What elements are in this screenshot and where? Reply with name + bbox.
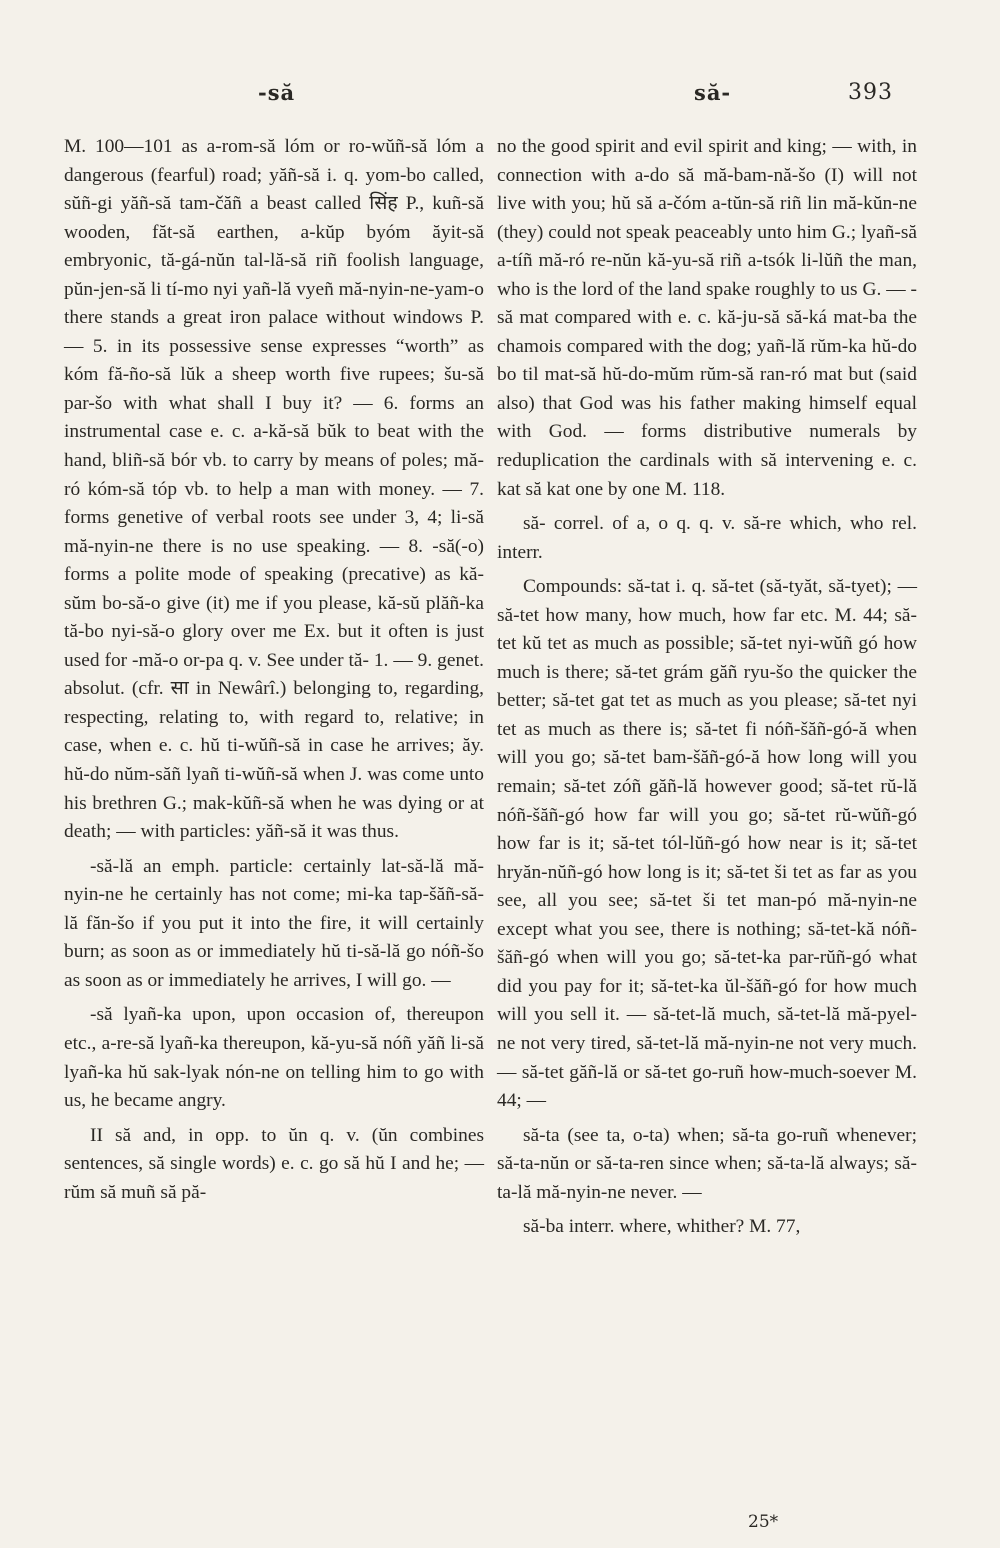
header-center-word: să-	[694, 80, 732, 105]
entry-paragraph: să-ba interr. where, whither? M. 77,	[523, 1216, 801, 1238]
page-number: 393	[848, 80, 893, 105]
printer-signature: 25*	[748, 1512, 779, 1532]
entry-paragraph: no the good spirit and evil spirit and king; — with, in connection with a-do să mă-bam-nă-šo (I) will not live with you; hŭ să a-čóm a-tŭn-să riñ lin mă-kŭn-ne (they) could not speak peaceably unto him G.; lyañ-să a-tíñ mă-ró re-nŭn kă-yu-să riñ a-tsók li-lŭñ the man, who is the lord of the land spake roughly to us G. — -să mat compared with e. c. kă-ju-să să-ká mat-ba the chamois compared with the dog; yañ-lă rŭm-ka hŭ-do bo til mat-să hŭ-do-mŭm rŭm-să ran-ró mat but (said also) that God was his father making himself equal with God. — forms distributive numerals by reduplication the cardinals with să intervening e. c. kat să kat one by one M. 118.	[497, 136, 917, 500]
entry-paragraph: să-ta (see ta, o-ta) when; să-ta go-ruñ whenever; să-ta-nŭn or să-ta-ren since when; să-ta-lă always; să-ta-lă mă-nyin-ne never. —	[497, 1124, 917, 1203]
left-column	[64, 133, 484, 1207]
entry-paragraph: să- correl. of a, o q. q. v. să-re which, who rel. interr.	[497, 513, 917, 563]
header-left-word: -să	[258, 80, 296, 105]
entry-paragraph: -să-lă an emph. particle: certainly lat-să-lă mă-nyin-ne he certainly has not come; mi-ka tap-šăñ-să-lă făn-šo if you put it into the fire, it will certainly burn; as soon as or immediately hŭ ti-să-lă go nóñ-šo as soon as or immediately he arrives, I will go. —	[64, 855, 484, 991]
right-column	[497, 133, 917, 1242]
entry-paragraph: -să lyañ-ka upon, upon occasion of, thereupon etc., a-re-să lyañ-ka thereupon, kă-yu-să nóñ yăñ li-să lyañ-ka hŭ sak-lyak nón-ne on telling him to go with us, he became angry.	[64, 1004, 484, 1112]
entry-paragraph: M. 100—101 as a-rom-să lóm or ro-wŭñ-să lóm a dangerous (fearful) road; yăñ-să i. q. yom-bo called, sŭñ-gi yăñ-să tam-čăñ a beast called सिंह P., kuñ-să wooden, făt-să earthen, a-kŭp byóm ăyit-să embryonic, tă-gá-nŭn tal-lă-să riñ foolish language, pŭn-jen-să li tí-mo nyi yañ-lă vyeñ mă-nyin-ne-yam-o there stands a great iron palace without windows P. — 5. in its possessive sense expresses “worth” as kóm fă-ño-să lŭk a sheep worth five rupees; šu-să par-šo with what shall I buy it? — 6. forms an instrumental case e. c. a-kă-să bŭk to beat with the hand, bliñ-să bór vb. to carry by means of poles; mă-ró kóm-să tóp vb. to help a man with money. — 7. forms genetive of verbal roots see under 3, 4; li-să mă-nyin-ne there is no use speaking. — 8. -să(-o) forms a polite mode of speaking (precative) as kă-sŭm bo-să-o give (it) me if you please, kă-sŭ plăñ-ka tă-bo nyi-să-o glory over me Ex. but it often is just used for -mă-o or-pa q. v. See under tă- 1. — 9. genet. absolut. (cfr. सा in Newârî.) belonging to, regarding, respecting, relating to, with regard to, relative; in case, when e. c. hŭ ti-wŭñ-să in case he arrives; ăy. hŭ-do nŭm-săñ lyañ ti-wŭñ-să when J. was come unto his brethren G.; mak-kŭñ-să when he was dying or at death; — with particles: yăñ-să it was thus.	[64, 136, 485, 843]
entry-paragraph: Compounds: să-tat i. q. să-tet (să-tyăt, să-tyet); — să-tet how many, how much, how far etc. M. 44; să-tet kŭ tet as much as possible; să-tet nyi-wŭñ gó how much is there; să-tet grám găñ ryu-šo the quicker the better; să-tet gat tet as much as you please; să-tet nyi tet as much as there is; să-tet fi nóñ-šăñ-gó-ă when will you go; să-tet bam-šăñ-gó-ă how long will you remain; să-tet zóñ găñ-lă however good; să-tet rŭ-lă nóñ-šăñ-gó how far will you go; să-tet rŭ-wŭñ-gó how far is it; să-tet tól-lŭñ-gó how near is it; să-tet hryăn-nŭñ-gó how long is it; să-tet ši tet as far as you see, all you see; să-tet ši tet man-pó mă-nyin-ne except what you see, there is nothing; să-tet-kă nóñ-šăñ-gó when will you go; să-tet-ka par-rŭñ-gó what did you pay for it; să-tet-ka ŭl-šăñ-gó for how much will you sell it. — să-tet-lă much, să-tet-lă mă-pyel-ne not very tired, să-tet-lă mă-nyin-ne not very much. — să-tet găñ-lă or să-tet go-ruñ how-much-soever M. 44; —	[497, 576, 917, 1112]
entry-paragraph: II să and, in opp. to ŭn q. v. (ŭn combines sentences, să single words) e. c. go să hŭ I and he; — rŭm să muñ să pă-	[64, 1124, 484, 1203]
